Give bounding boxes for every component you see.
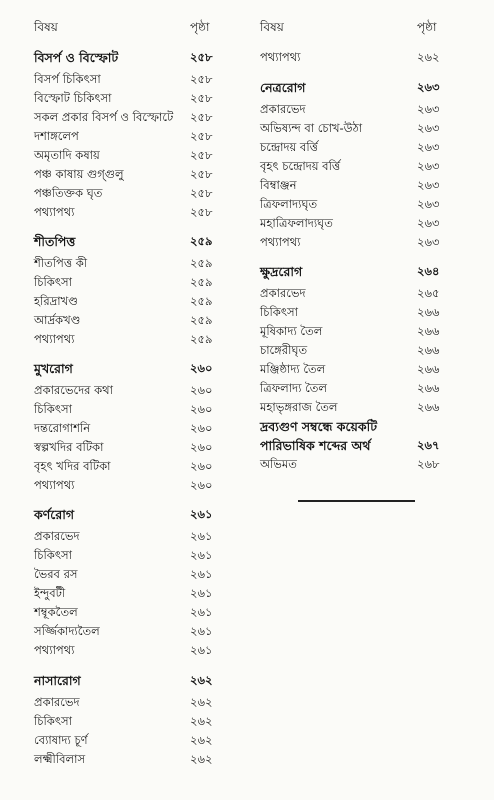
toc-title: পথ্যাপথ্য (34, 643, 75, 657)
toc-page-number: ২৬৫ (417, 286, 440, 300)
toc-title: প্রকারভেদ (34, 695, 80, 709)
toc-title: প্রকারভেদের কথা (34, 383, 113, 397)
toc-page-number: ২৬৩ (417, 178, 440, 192)
toc-entry (0, 419, 247, 438)
toc-title: সর্জ্জিকাদ্যতৈল (34, 624, 100, 638)
toc-title: শম্বূকতৈল (34, 605, 78, 619)
toc-page-number: ২৬১ (190, 567, 213, 581)
toc-entry (0, 146, 247, 165)
toc-page-number: ২৬৩ (417, 102, 440, 116)
toc-page-number: ২৬০ (190, 402, 213, 416)
toc-section-heading (0, 232, 247, 251)
toc-page-number: ২৬৩ (417, 197, 440, 211)
toc-page-number: ২৬৬ (417, 400, 440, 414)
toc-title: শীতপিত্ত কী (34, 256, 88, 270)
toc-title: প্রকারভেদ (34, 529, 80, 543)
toc-page-number: ২৫৮ (190, 91, 213, 105)
toc-title: ক্ষুদ্ররোগ (260, 264, 303, 279)
toc-page-number: ২৬১ (190, 548, 213, 562)
toc-section-heading (0, 359, 247, 378)
toc-page-number: ২৫৯ (190, 275, 213, 289)
toc-page-number: ২৬৬ (417, 305, 440, 319)
toc-page-number: ২৬১ (190, 586, 213, 600)
toc-entry (0, 203, 247, 222)
toc-page-number: ২৫৯ (190, 256, 213, 270)
toc-title: দশাঙ্গলেপ (34, 129, 79, 143)
toc-title: নেত্ররোগ (260, 80, 306, 95)
toc-section-heading (247, 262, 494, 281)
toc-title: চিকিৎসা (260, 305, 298, 319)
toc-entry (0, 108, 247, 127)
toc-page-number: ২৫৮ (190, 205, 213, 219)
toc-entry (0, 457, 247, 476)
toc-page-number: ২৫৮ (190, 72, 213, 86)
toc-entry (0, 712, 247, 731)
toc-title: স্বল্পখদির বটিকা (34, 440, 104, 454)
toc-page-number: ২৫৮ (190, 50, 213, 64)
toc-title: ভৈরব রস (34, 567, 78, 581)
toc-page-number: ২৬২ (190, 733, 213, 747)
toc-entry (247, 322, 494, 341)
toc-entry (0, 292, 247, 311)
toc-entry (247, 233, 494, 252)
toc-entry (0, 70, 247, 89)
toc-title: চন্দ্রোদয় বর্ত্তি (260, 140, 318, 154)
toc-entry (0, 89, 247, 108)
toc-entry (247, 119, 494, 138)
toc-entry (247, 303, 494, 322)
toc-title: বৃহৎ খদির বটিকা (34, 459, 111, 473)
toc-entry (0, 400, 247, 419)
toc-title: পথ্যাপথ্য (34, 478, 75, 492)
toc-section-heading (247, 436, 494, 455)
toc-title: দন্তরোগাশনি (34, 421, 91, 435)
page-heading: পৃষ্ঠা (190, 20, 210, 34)
toc-page-number: ২৬২ (190, 695, 213, 709)
toc-page-number: ২৬১ (190, 529, 213, 543)
toc-page-number: ২৬০ (190, 440, 213, 454)
toc-entry (0, 527, 247, 546)
toc-title: চাঙ্গেরীঘৃত (260, 343, 308, 357)
toc-entry (247, 284, 494, 303)
toc-entry (247, 214, 494, 233)
toc-page-number: ২৬৩ (417, 121, 440, 135)
toc-page-number: ২৬০ (190, 459, 213, 473)
toc-title: বিস্ফোট চিকিৎসা (34, 91, 112, 105)
toc-section-heading (0, 505, 247, 524)
toc-page-number: ২৬০ (190, 383, 213, 397)
toc-page-number: ২৫৮ (190, 186, 213, 200)
toc-title: হরিদ্রাখণ্ড (34, 294, 78, 308)
toc-page-number: ২৬৩ (417, 235, 440, 249)
toc-header (247, 18, 494, 37)
toc-title: পঞ্চতিক্তক ঘৃত (34, 186, 103, 200)
toc-entry (247, 48, 494, 67)
toc-entry (0, 311, 247, 330)
toc-title: পথ্যাপথ্য (34, 205, 75, 219)
toc-page-number: ২৬২ (190, 673, 213, 687)
toc-entry (0, 641, 247, 660)
toc-page-number: ২৫৮ (190, 148, 213, 162)
toc-entry (0, 750, 247, 769)
toc-page-number: ২৬১ (190, 624, 213, 638)
toc-title: ত্রিফলাদ্য তৈল (260, 381, 327, 395)
toc-page-number: ২৫৯ (190, 234, 213, 248)
toc-page-number: ২৬৬ (417, 362, 440, 376)
toc-entry (0, 603, 247, 622)
toc-page-number: ২৬১ (190, 605, 213, 619)
toc-page-number: ২৬৩ (417, 216, 440, 230)
toc-page-number: ২৬১ (190, 643, 213, 657)
toc-title: অভিমত (260, 457, 297, 471)
toc-page-number: ২৬৩ (417, 80, 440, 94)
toc-title: শীতপিত্ত (34, 234, 76, 249)
toc-title: সকল প্রকার বিসর্প ও বিস্ফোটে (34, 110, 174, 124)
toc-title: মুখরোগ (34, 361, 73, 376)
toc-entry (0, 438, 247, 457)
toc-page-number: ২৬২ (190, 714, 213, 728)
toc-title: পথ্যাপথ্য (34, 332, 75, 346)
toc-page-number: ২৬০ (190, 421, 213, 435)
toc-section-heading (247, 417, 494, 436)
toc-title: বৃহৎ চন্দ্রোদয় বর্ত্তি (260, 159, 341, 173)
toc-title: অমৃতাদি কষায় (34, 148, 100, 162)
subject-heading: বিষয় (260, 20, 284, 34)
toc-title: মহাত্রিফলাদ্যঘৃত (260, 216, 333, 230)
toc-page-number: ২৬১ (190, 507, 213, 521)
toc-entry (247, 455, 494, 474)
toc-entry (0, 273, 247, 292)
toc-page-number: ২৬০ (190, 478, 213, 492)
toc-page-number: ২৫৯ (190, 332, 213, 346)
toc-title: চিকিৎসা (34, 714, 72, 728)
toc-title: প্রকারভেদ (260, 286, 306, 300)
toc-title: ইন্দুবটী (34, 586, 66, 600)
toc-entry (247, 360, 494, 379)
toc-page-number: ২৫৮ (190, 110, 213, 124)
toc-section-heading (0, 48, 247, 67)
page-heading: পৃষ্ঠা (417, 20, 437, 34)
toc-title: দ্রব্যগুণ সম্বন্ধে কয়েকটি (260, 419, 378, 434)
toc-title: পঞ্চ কাষায় গুগ্গুলু (34, 167, 124, 181)
toc-title: চিকিৎসা (34, 402, 72, 416)
toc-entry (247, 379, 494, 398)
toc-title: পথ্যাপথ্য (260, 50, 301, 64)
toc-title: পথ্যাপথ্য (260, 235, 301, 249)
toc-page-number: ২৬৮ (417, 457, 440, 471)
toc-header (0, 18, 247, 37)
toc-page-number: ২৬৩ (417, 159, 440, 173)
toc-title: মহাভৃঙ্গরাজ তৈল (260, 400, 338, 414)
toc-page-number: ২৬৭ (417, 438, 440, 452)
toc-entry (0, 330, 247, 349)
toc-entry (247, 176, 494, 195)
toc-title: আর্দ্রকখণ্ড (34, 313, 81, 327)
toc-entry (247, 341, 494, 360)
toc-title: মঞ্জিষ্ঠাদ্য তৈল (260, 362, 326, 376)
toc-page-number: ২৫৯ (190, 294, 213, 308)
toc-entry (0, 565, 247, 584)
toc-entry (0, 731, 247, 750)
toc-entry (247, 138, 494, 157)
toc-title: বিসর্প চিকিৎসা (34, 72, 101, 86)
toc-title: পারিভাষিক শব্দের অর্থ (260, 438, 371, 453)
subject-heading: বিষয় (34, 20, 58, 34)
toc-entry (0, 381, 247, 400)
toc-entry (247, 157, 494, 176)
toc-page-number: ২৬৬ (417, 343, 440, 357)
toc-page-number: ২৬৩ (417, 140, 440, 154)
toc-title: চিকিৎসা (34, 548, 72, 562)
toc-page-number: ২৬৬ (417, 324, 440, 338)
toc-entry (0, 693, 247, 712)
toc-title: কর্ণরোগ (34, 507, 75, 522)
toc-title: অভিষ্যন্দ বা চোখ-উঠা (260, 121, 363, 135)
toc-entry (0, 476, 247, 495)
toc-entry (0, 546, 247, 565)
toc-entry (0, 127, 247, 146)
toc-entry (247, 398, 494, 417)
toc-title: ত্রিফলাদ্যঘৃত (260, 197, 318, 211)
end-rule (298, 500, 415, 502)
toc-page-number: ২৬২ (417, 50, 440, 64)
toc-entry (247, 195, 494, 214)
toc-title: মূষিকাদ্য তৈল (260, 324, 323, 338)
toc-entry (247, 100, 494, 119)
toc-section-heading (247, 78, 494, 97)
toc-title: বিসর্প ও বিস্ফোট (34, 50, 119, 65)
toc-title: লক্ষ্মীবিলাস (34, 752, 86, 766)
toc-page-number: ২৫৮ (190, 129, 213, 143)
toc-entry (0, 165, 247, 184)
toc-title: বিম্বাঞ্জন (260, 178, 297, 192)
toc-entry (0, 184, 247, 203)
toc-entry (0, 584, 247, 603)
toc-page-number: ২৫৮ (190, 167, 213, 181)
toc-page-number: ২৫৯ (190, 313, 213, 327)
toc-page-number: ২৬২ (190, 752, 213, 766)
toc-page-number: ২৬৪ (417, 264, 440, 278)
toc-entry (0, 254, 247, 273)
toc-page-number: ২৬৬ (417, 381, 440, 395)
toc-page-number: ২৬০ (190, 361, 213, 375)
toc-title: ব্যোষাদ্য চূর্ণ (34, 733, 88, 747)
toc-title: প্রকারভেদ (260, 102, 306, 116)
toc-entry (0, 622, 247, 641)
toc-title: চিকিৎসা (34, 275, 72, 289)
toc-title: নাসারোগ (34, 673, 81, 688)
toc-section-heading (0, 671, 247, 690)
